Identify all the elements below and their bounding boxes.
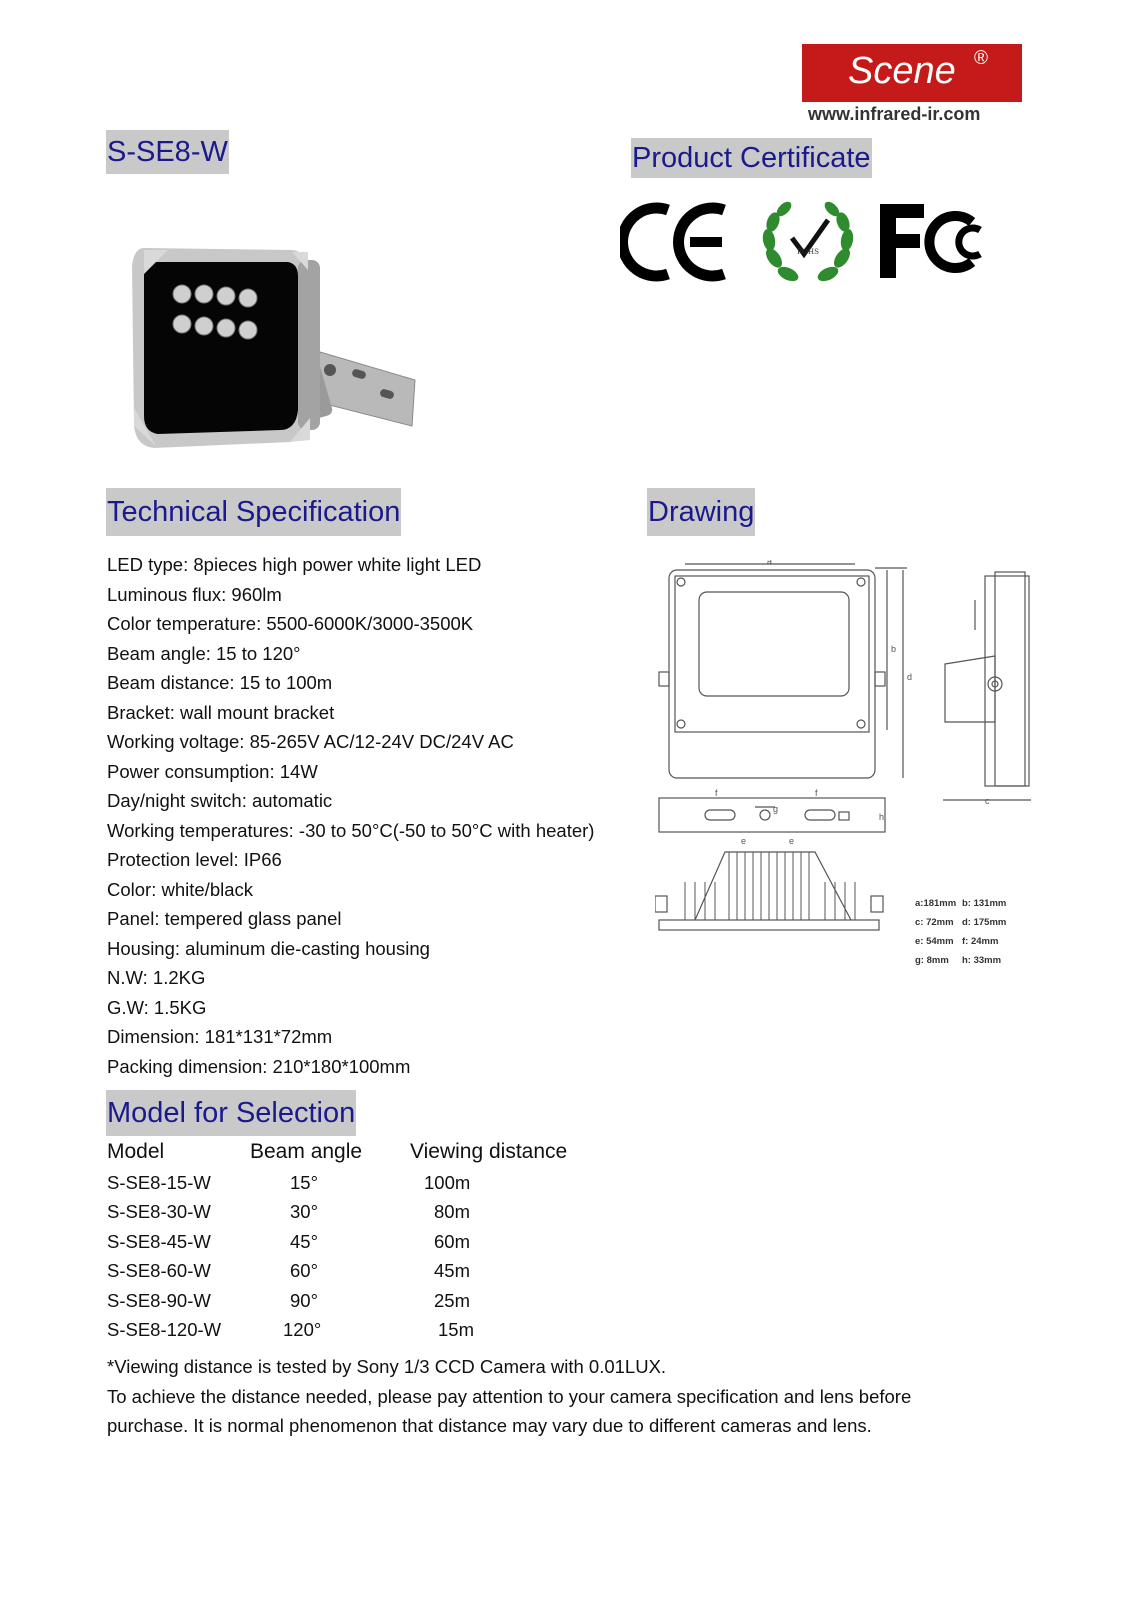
- dim-letter-h: h: [879, 812, 885, 822]
- table-row: [107, 1316, 567, 1346]
- table-row: [107, 1168, 567, 1198]
- fcc-mark: [880, 202, 998, 287]
- ce-mark: [620, 200, 732, 289]
- table-row: [107, 1227, 567, 1257]
- dim-b: b: 131mm: [962, 898, 1007, 909]
- distance-cell: 15m: [438, 1319, 474, 1341]
- header-model: Model: [107, 1140, 165, 1163]
- camera-note-line1: To achieve the distance needed, please pay attention to your camera specification and lens before: [107, 1386, 912, 1407]
- beam-angle-cell: 15°: [290, 1171, 318, 1193]
- spec-item: G.W: 1.5KG: [107, 996, 207, 1018]
- spec-item: Color: white/black: [107, 878, 254, 900]
- beam-angle-cell: 120°: [283, 1319, 322, 1341]
- model-cell: S-SE8-45-W: [107, 1230, 211, 1252]
- dim-letter-c: c: [985, 796, 990, 806]
- product-photo: [130, 240, 430, 470]
- spec-item: N.W: 1.2KG: [107, 967, 206, 988]
- dim-f: f: 24mm: [962, 936, 999, 947]
- dim-a: a:181mm: [915, 898, 957, 909]
- distance-cell: 25m: [434, 1289, 470, 1311]
- spec-item: Protection level: IP66: [107, 849, 282, 870]
- distance-cell: 45m: [434, 1260, 470, 1282]
- rohs-label: ROHS: [797, 248, 819, 256]
- brand-url[interactable]: www.infrared-ir.com: [808, 104, 981, 124]
- spec-item: Bracket: wall mount bracket: [107, 701, 335, 723]
- brand-name: Scene: [848, 50, 956, 92]
- fcc-icon: [880, 202, 998, 282]
- model-table: [107, 1136, 567, 1345]
- model-selection-heading: Model for Selection: [106, 1090, 356, 1136]
- beam-angle-cell: 60°: [290, 1260, 318, 1282]
- dim-c: c: 72mm: [915, 917, 954, 928]
- dim-d: d: 175mm: [962, 917, 1007, 928]
- spec-list: [107, 550, 594, 1081]
- header-viewing-distance: Viewing distance: [410, 1140, 568, 1163]
- certificate-heading: Product Certificate: [631, 138, 872, 178]
- header-beam-angle: Beam angle: [250, 1140, 363, 1163]
- beam-angle-cell: 90°: [290, 1289, 318, 1311]
- dim-g: g: 8mm: [915, 955, 949, 966]
- distance-cell: 60m: [434, 1230, 470, 1252]
- spec-item: Packing dimension: 210*180*100mm: [107, 1055, 411, 1077]
- product-title: S-SE8-W: [106, 130, 229, 174]
- distance-cell: 80m: [434, 1201, 470, 1223]
- dim-h: h: 33mm: [962, 955, 1002, 966]
- dim-letter-e: e: [741, 836, 747, 846]
- dim-letter-d: d: [907, 672, 913, 682]
- spec-item: Luminous flux: 960lm: [107, 583, 282, 605]
- distance-cell: 100m: [424, 1171, 471, 1193]
- spec-item: Power consumption: 14W: [107, 760, 318, 782]
- rohs-mark: [760, 198, 856, 293]
- model-cell: S-SE8-90-W: [107, 1289, 211, 1311]
- spec-item: Beam distance: 15 to 100m: [107, 672, 333, 693]
- dim-letter-f2: f: [815, 788, 818, 798]
- spec-item: LED type: 8pieces high power white light LED: [107, 554, 482, 575]
- spec-item: Housing: aluminum die-casting housing: [107, 937, 430, 959]
- spec-item: Dimension: 181*131*72mm: [107, 1026, 333, 1047]
- dim-letter-b: b: [891, 644, 897, 654]
- dim-e: e: 54mm: [915, 936, 954, 947]
- drawing-heading: Drawing: [647, 488, 755, 536]
- rohs-icon: [760, 198, 856, 288]
- table-row: [107, 1286, 567, 1316]
- dim-letter-a: a: [767, 560, 773, 566]
- table-row: [107, 1257, 567, 1287]
- spec-item: Panel: tempered glass panel: [107, 908, 342, 929]
- model-cell: S-SE8-120-W: [107, 1319, 222, 1341]
- viewing-note: *Viewing distance is tested by Sony 1/3 CCD Camera with 0.01LUX.: [107, 1356, 667, 1377]
- model-cell: S-SE8-15-W: [107, 1171, 211, 1193]
- spec-item: Working voltage: 85-265V AC/12-24V DC/24V AC: [107, 731, 514, 752]
- spec-item: Day/night switch: automatic: [107, 790, 333, 811]
- table-row: [107, 1198, 567, 1228]
- table-header-row: [107, 1136, 567, 1168]
- registered-mark: ®: [974, 48, 988, 69]
- dim-letter-g: g: [773, 804, 779, 814]
- tech-spec-heading: Technical Specification: [106, 488, 401, 536]
- camera-note-line2: purchase. It is normal phenomenon that distance may vary due to different cameras and lens.: [107, 1415, 872, 1436]
- dim-letter-e2: e: [789, 836, 795, 846]
- dim-letter-f: f: [715, 788, 718, 798]
- ce-icon: [620, 200, 732, 284]
- spec-item: Working temperatures: -30 to 50°C(-50 to 50°C with heater): [107, 819, 595, 841]
- model-cell: S-SE8-30-W: [107, 1201, 211, 1223]
- model-cell: S-SE8-60-W: [107, 1260, 211, 1282]
- spec-item: Beam angle: 15 to 120°: [107, 642, 301, 664]
- beam-angle-cell: 45°: [290, 1230, 318, 1252]
- spec-item: Color temperature: 5500-6000K/3000-3500K: [107, 613, 474, 634]
- beam-angle-cell: 30°: [290, 1201, 318, 1223]
